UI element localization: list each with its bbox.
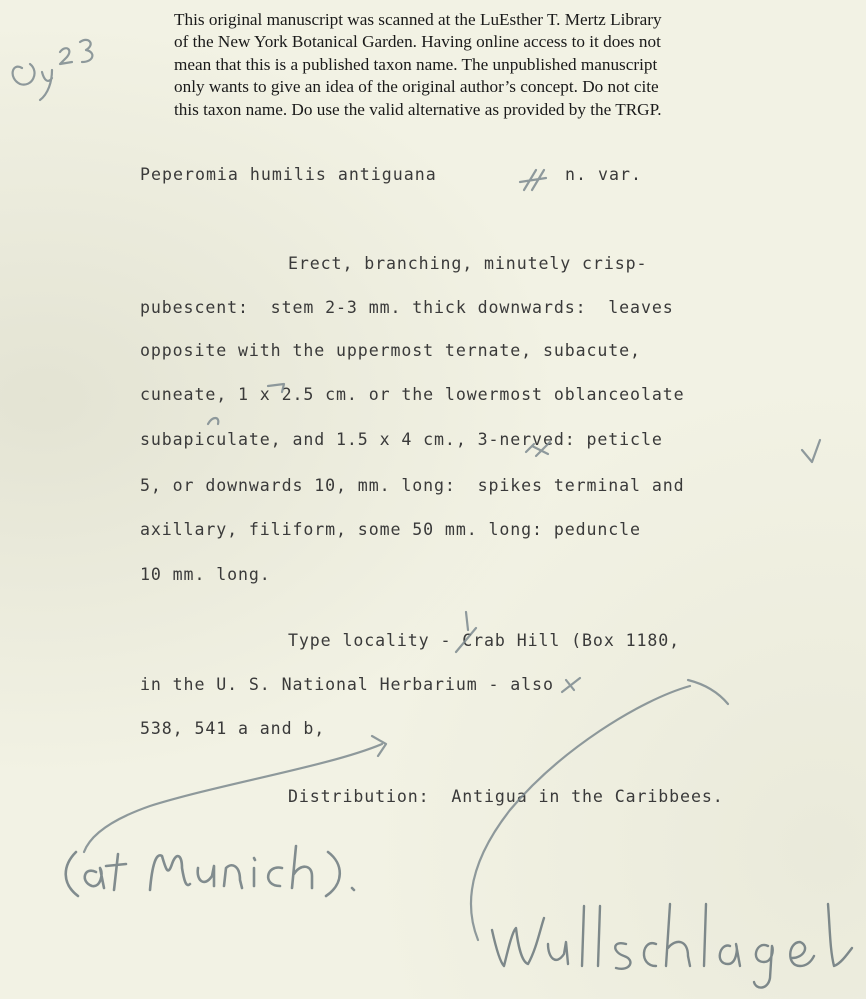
- description-line: pubescent: stem 2-3 mm. thick downwards: leaves: [140, 298, 674, 317]
- munich-note-handwriting: [66, 846, 354, 896]
- taxon-rank: n. var.: [565, 165, 642, 184]
- taxon-title: Peperomia humilis antiguana: [140, 165, 437, 184]
- pencil-mark: [456, 612, 476, 652]
- signature-handwriting: [492, 904, 852, 988]
- pencil-mark: [802, 440, 820, 462]
- insertion-arrow: [84, 744, 382, 852]
- description-line: subapiculate, and 1.5 x 4 cm., 3-nerved: peticle: [140, 430, 663, 449]
- arrow-head: [688, 680, 728, 704]
- pencil-mark: [562, 678, 580, 692]
- pencil-mark: [208, 418, 218, 424]
- pencil-mark: [526, 442, 550, 456]
- insertion-arrow: [471, 686, 690, 940]
- type-locality-line: Type locality - Crab Hill (Box 1180,: [288, 631, 681, 650]
- description-line: axillary, filiform, some 50 mm. long: peduncle: [140, 520, 641, 539]
- description-line: 10 mm. long.: [140, 565, 271, 584]
- type-locality-line: in the U. S. National Herbarium - also: [140, 675, 554, 694]
- type-locality-line: 538, 541 a and b,: [140, 719, 326, 738]
- notice-line: of the New York Botanical Garden. Having online access to it does not: [174, 32, 661, 52]
- distribution-line: Distribution: Antigua in the Caribbees.: [288, 787, 724, 806]
- description-line: Erect, branching, minutely crisp-: [288, 254, 648, 273]
- description-line: opposite with the uppermost ternate, subacute,: [140, 341, 641, 360]
- notice-line: only wants to give an idea of the original author’s concept. Do not cite: [174, 77, 659, 97]
- description-line: cuneate, 1 x 2.5 cm. or the lowermost oblanceolate: [140, 385, 685, 404]
- notice-line: this taxon name. Do use the valid alternative as provided by the TRGP.: [174, 99, 662, 119]
- description-line: 5, or downwards 10, mm. long: spikes terminal and: [140, 476, 685, 495]
- pencil-mark: [268, 384, 284, 392]
- notice-line: This original manuscript was scanned at the LuEsther T. Mertz Library: [174, 10, 662, 29]
- notice-line: mean that this is a published taxon name. The unpublished manuscript: [174, 54, 658, 74]
- pencil-mark: [520, 170, 546, 190]
- margin-note-handwriting: [13, 40, 93, 100]
